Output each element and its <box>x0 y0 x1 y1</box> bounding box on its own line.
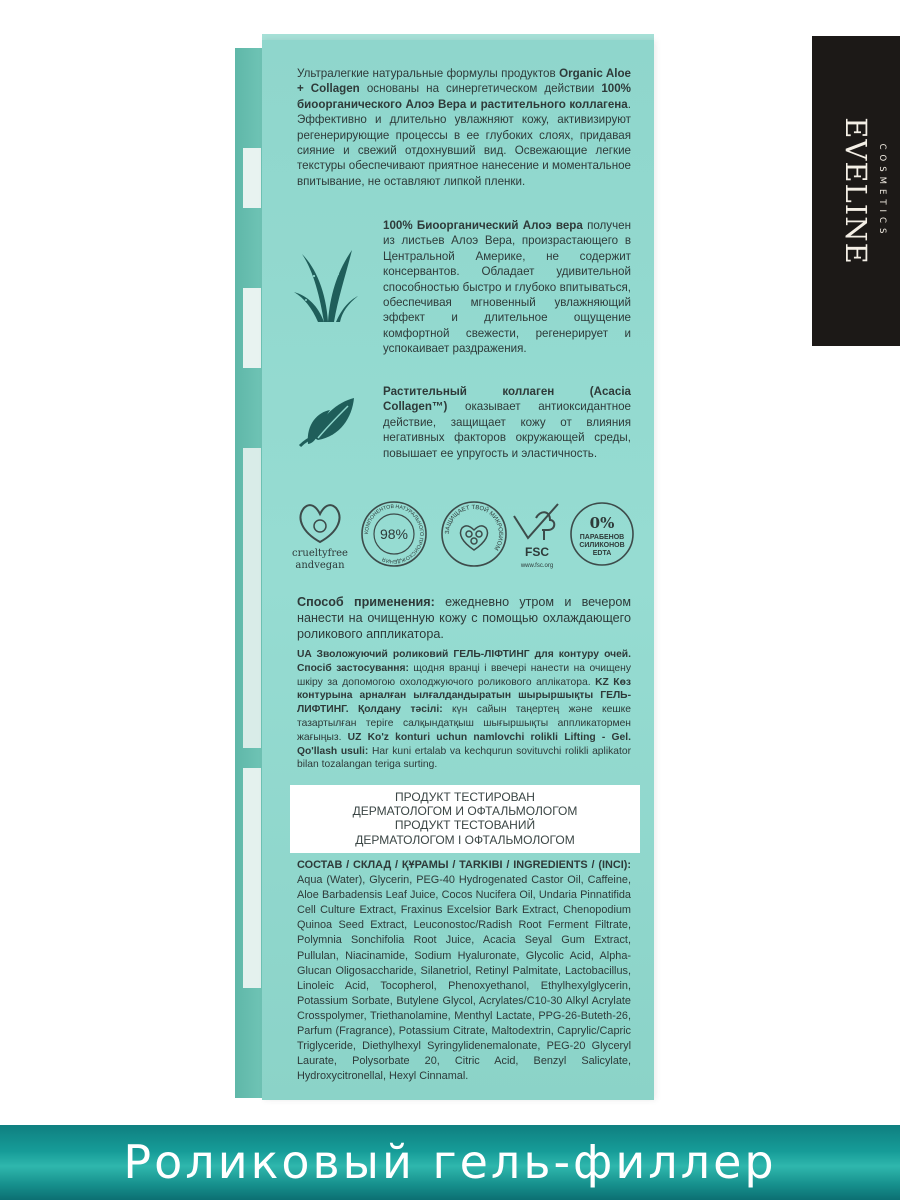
usage-instructions <box>297 594 631 642</box>
intro-text: основаны на синергетическом действии <box>359 82 602 96</box>
microbiome-badge <box>438 494 510 574</box>
natural-origin-badge <box>358 494 430 574</box>
usage-body: ежедневно утром и вечером нанести на очищенную кожу с помощью охлаждающего роликового аппликатора. <box>297 595 631 641</box>
ua-heading: UA Зволожуючий роликовий ГЕЛЬ-ЛІФТИНГ для контуру очей. Спосіб застосування: <box>297 649 631 674</box>
brand-subtitle: COSMETICS <box>877 143 887 239</box>
uz-heading: UZ Ko'z konturi uchun namlovchi rolikli Lifting - Gel. Qo'llash usuli: <box>297 731 631 757</box>
kz-heading: KZ Көз контурына арналған ылғалдандыратын шырыршықты ГЕЛЬ-ЛИФТИНГ. Қолдану тәсілі: <box>297 676 631 716</box>
ua-text: щодня вранці і ввечері нанести на очищену шкіру за допомогою охолоджуючого роликового аплікатора. <box>297 662 631 688</box>
ingredients-list <box>297 858 631 1084</box>
side-label-strip <box>243 288 261 368</box>
fsc-badge <box>506 498 568 572</box>
fsc-url: www.fsc.org <box>520 563 554 569</box>
edta-label: EDTA <box>592 550 612 557</box>
tree-check-icon <box>514 504 558 540</box>
aloe-icon <box>294 248 358 324</box>
parabens-label: ПАРАБЕНОВ <box>579 534 625 541</box>
microbiome-ring-text: ЗАЩИЩАЕТ ТВОЙ МИКРОБИОМ <box>444 504 504 552</box>
uz-text: Har kuni ertalab va kechqurun sovituvchi rolikli aplikator bilan tozalangan teriga surting. <box>297 745 632 771</box>
silicones-label: СИЛИКОНОВ <box>579 542 625 549</box>
parabens-free-badge <box>568 494 636 574</box>
heart-icon <box>461 526 488 550</box>
certification-badges <box>292 494 632 574</box>
product-title: Роликовый гель-филлер <box>123 1135 777 1189</box>
ingredients-heading: СОСТАВ / СКЛАД / ҚҰРАМЫ / TARKIBI / INGREDIENTS / (INCI): <box>297 859 631 871</box>
side-label-strip <box>243 768 261 988</box>
eveline-logo <box>812 36 900 346</box>
tested-line: ПРОДУКТ ТЕСТИРОВАН <box>395 790 535 804</box>
cruelty-free-badge <box>292 496 348 572</box>
intro-text: . Эффективно и длительно увлажняют кожу, активизируют регенерирующие процессы в ее глубоких слоях, придавая сияние и свежий отдохнувший вид. Освежающие легкие текстуры обеспечивают приятное нанесение и моментальное впитывание, не оставляют липкой пленки. <box>297 97 631 188</box>
aloe-description <box>383 218 631 357</box>
vegan-label: andvegan <box>295 560 345 571</box>
intro-key-ingredients: 100% биоорганического Алоэ Вера и растительного коллагена <box>297 82 631 111</box>
collagen-heading: Растительный коллаген (Acacia Collagen™) <box>383 385 631 414</box>
brand-name: EVELINE <box>839 117 873 265</box>
cruelty-free-label: crueltyfree <box>292 548 348 559</box>
natural-origin-ring-text: КОМПОНЕНТОВ НАТУРАЛЬНОГО ПРОИСХОЖДЕНИЯ <box>363 503 425 565</box>
side-label-strip <box>243 448 261 748</box>
natural-origin-percent: 98% <box>379 526 409 542</box>
intro-paragraph <box>297 66 631 189</box>
tested-line: ДЕРМАТОЛОГОМ І ОФТАЛЬМОЛОГОМ <box>355 832 575 847</box>
collagen-body: оказывает антиоксидантное действие, защищает кожу от влияния негативных факторов окружающей среды, повышает ее упругость и эластичность. <box>383 400 631 460</box>
intro-text: Ультралегкие натуральные формулы продуктов <box>297 67 560 80</box>
leaf-icon <box>294 394 356 456</box>
bunny-icon <box>314 520 326 532</box>
intro-product-line: Organic Aloe + Collagen <box>297 67 631 96</box>
tested-line: ДЕРМАТОЛОГОМ И ОФТАЛЬМОЛОГОМ <box>352 804 578 819</box>
dermatologist-tested-panel <box>290 785 640 853</box>
aloe-body: получен из листьев Алоэ Вера, произрастающего в Центральной Америке, не содержит консервантов. Обладает удивительной способностью быстро и глубоко впитываться, обеспечивая мгновенный увлажняющий эффект и длительное ощущение комфортной свежести, регенерирует и успокаивает раздражения. <box>383 219 631 356</box>
product-title-banner <box>0 1125 900 1200</box>
multilingual-usage <box>297 648 631 772</box>
collagen-description <box>383 384 631 461</box>
parabens-percent: 0% <box>589 514 615 532</box>
usage-heading: Способ применения: <box>297 595 435 609</box>
side-label-strip <box>243 148 261 208</box>
fsc-label: FSC <box>525 545 549 559</box>
tested-line: ПРОДУКТ ТЕСТОВАНИЙ <box>394 818 536 833</box>
aloe-heading: 100% Биоорганический Алоэ вера <box>383 219 583 232</box>
kz-text: күн сайын таңертең және кешке тазартылған теріге салқындатқыш шығыршықты аппликатормен жағыңыз. <box>297 704 631 743</box>
ingredients-body: Aqua (Water), Glycerin, PEG-40 Hydrogenated Castor Oil, Caffeine, Aloe Barbadensis Leaf Juice, Cocos Nucifera Oil, Undaria Pinnatifida Cell Culture Extract, Fraxinus Excelsior Bark Extract, Chenopodium Quinoa Seed Extract, Leuconostoc/Radish Root Ferment Filtrate, Polymnia Sonchifolia Root Juice, Acacia Seyal Gum Extract, Pullulan, Niacinamide, Sodium Hyaluronate, Glycolic Acid, Alpha-Glucan Oligosaccharide, Silanetriol, Retinyl Palmitate, Lactobacillus, Linoleic Acid, Tocopherol, Phenoxyethanol, Ethylhexylglycerin, Potassium Sorbate, Butylene Glycol, Acrylates/C10-30 Alkyl Acrylate Crosspolymer, Triethanolamine, Menthyl Lactate, PPG-26-Buteth-26, Parfum (Fragrance), Potassium Citrate, Maltodextrin, Caprylic/Capric Triglyceride, Diethylhexyl Syringylidenemalonate, PEG-20 Glyceryl Laurate, Polysorbate 20, Citric Acid, Benzyl Salicylate, Hydroxycitronellal, Hexyl Cinnamal. <box>297 874 631 1083</box>
